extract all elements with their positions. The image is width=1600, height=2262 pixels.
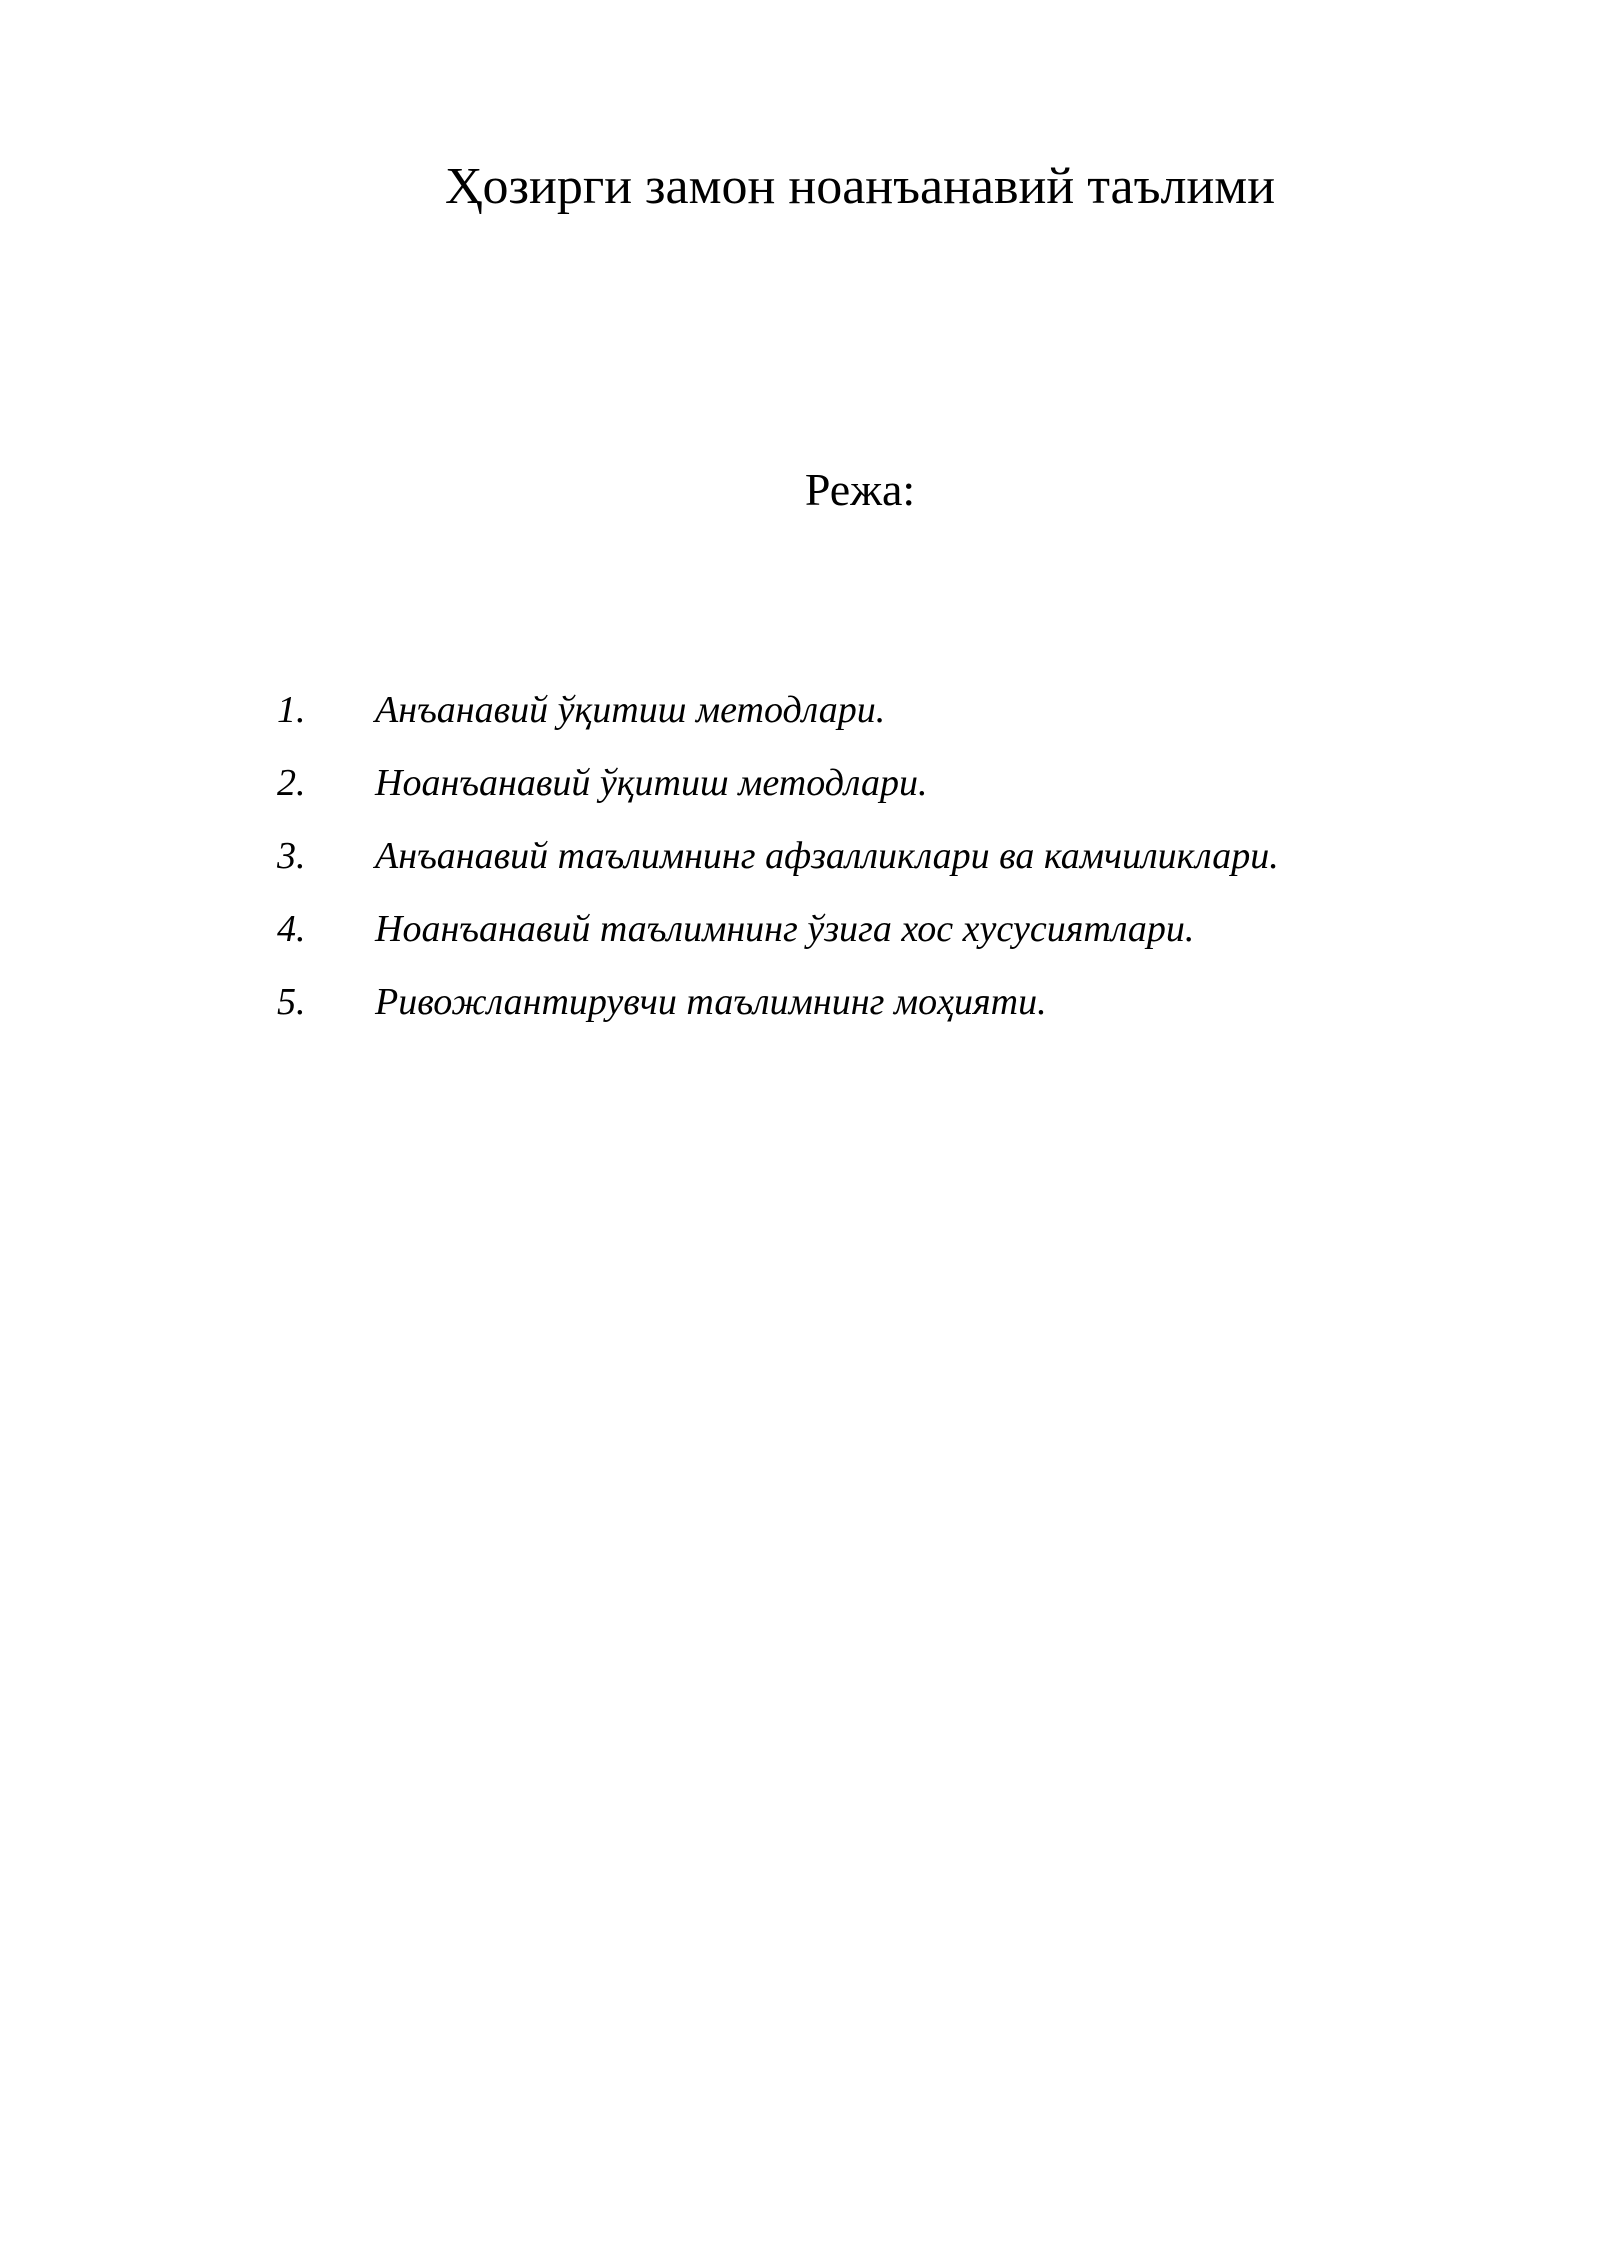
plan-item-text: Ривожлантирувчи таълимнинг моҳияти. — [375, 981, 1047, 1023]
plan-item-number: 2. — [277, 762, 306, 804]
plan-item-text: Анъанавий таълимнинг афзалликлари ва камчиликлари. — [375, 835, 1279, 877]
plan-heading: Режа: — [804, 464, 916, 515]
plan-item-text: Анъанавий ўқитиш методлари. — [375, 689, 886, 731]
plan-item-text: Ноанъанавий таълимнинг ўзига хос хусусиятлари. — [375, 908, 1195, 950]
plan-item-number: 1. — [277, 689, 306, 731]
plan-item-number: 3. — [277, 835, 306, 877]
document-title: Ҳозирги замон ноанъанавий таълими — [444, 158, 1276, 215]
plan-item-number: 5. — [277, 981, 306, 1023]
plan-item-text: Ноанъанавий ўқитиш методлари. — [375, 762, 928, 804]
plan-item-number: 4. — [277, 908, 306, 950]
